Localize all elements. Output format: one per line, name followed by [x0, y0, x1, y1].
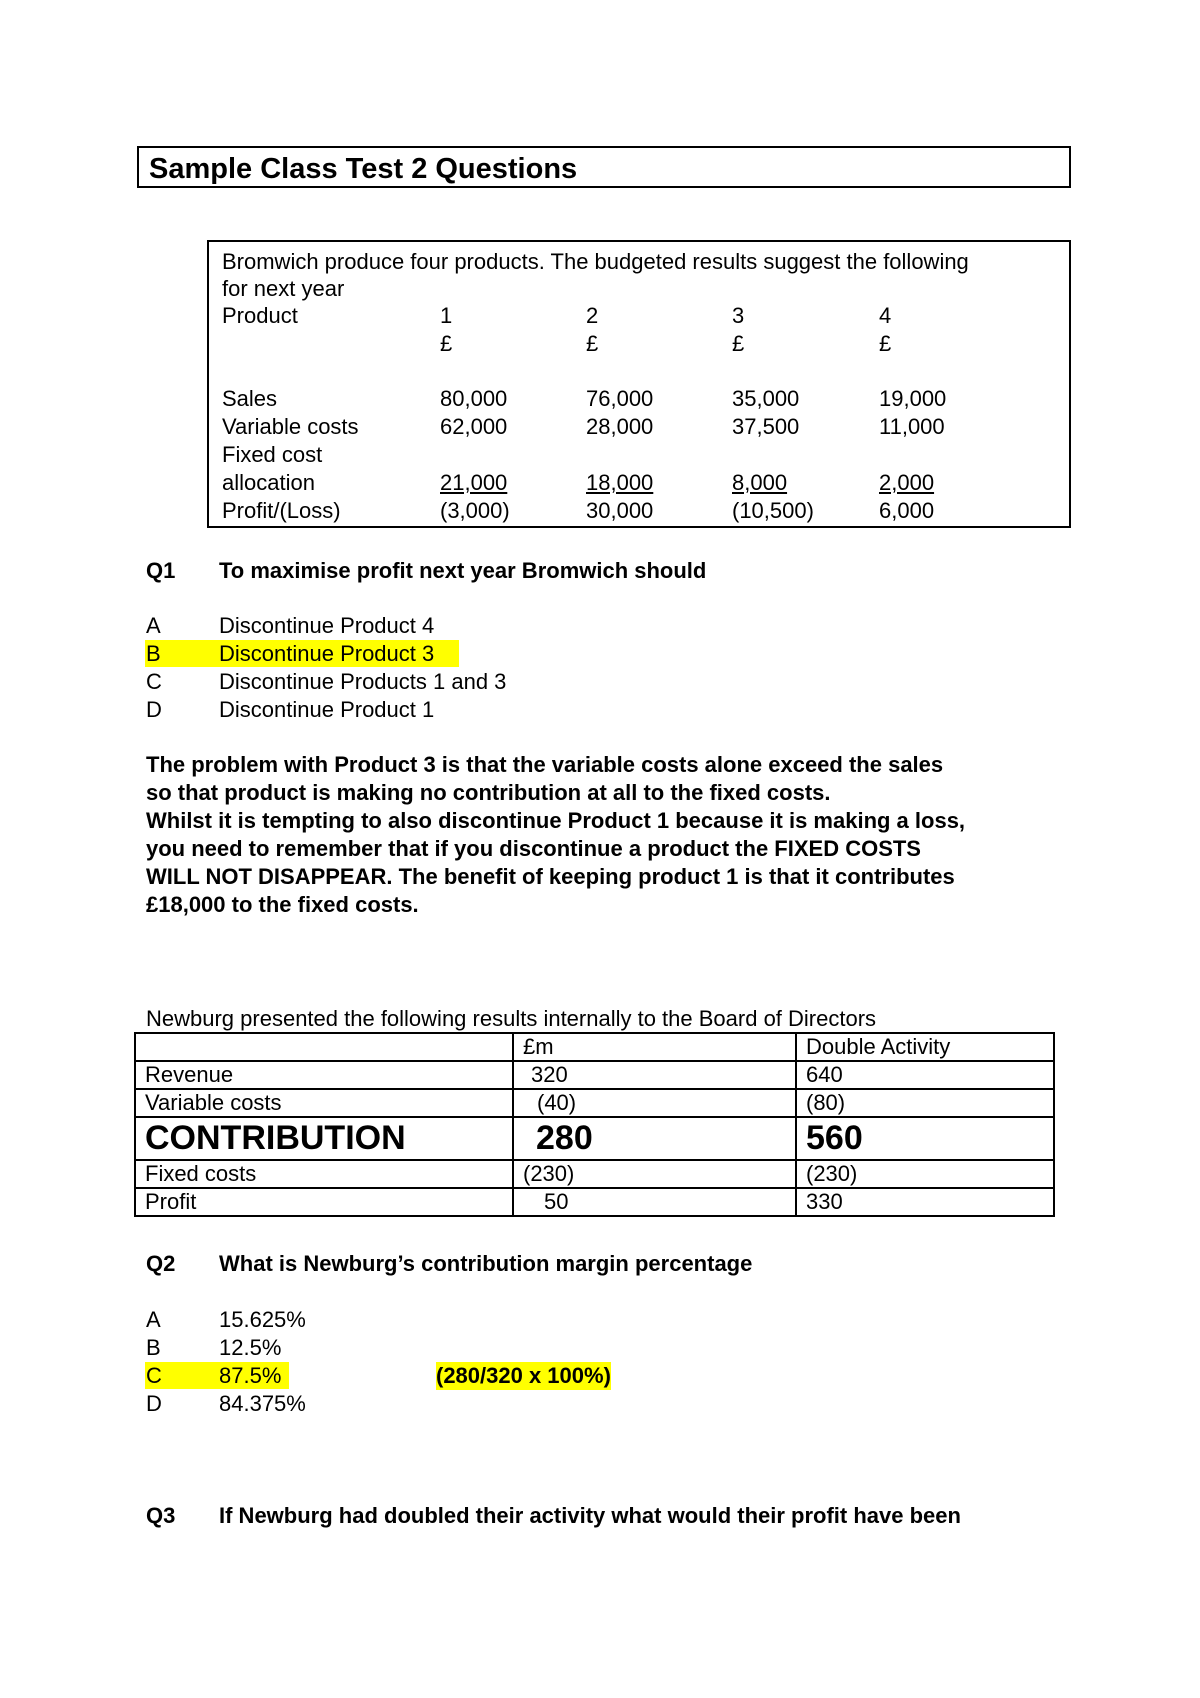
- option-text: Discontinue Products 1 and 3: [219, 669, 507, 694]
- bromwich-data-box: [207, 240, 1071, 528]
- product-number: 3: [732, 303, 745, 328]
- table-cell: £m: [513, 1033, 796, 1061]
- option-text: Discontinue Product 4: [219, 613, 435, 638]
- table-cell: [135, 1033, 513, 1061]
- product-number: 1: [440, 303, 453, 328]
- question-number: Q1: [146, 558, 176, 583]
- option-text: 84.375%: [219, 1391, 306, 1416]
- profit-loss-value: 30,000: [586, 498, 654, 523]
- option-letter: B: [146, 1335, 161, 1360]
- answer-working: (280/320 x 100%): [436, 1363, 611, 1388]
- fixed-cost-value: 2,000: [879, 470, 935, 495]
- product-number: 4: [879, 303, 892, 328]
- table-cell: Fixed costs: [135, 1160, 513, 1188]
- option-text: Discontinue Product 1: [219, 697, 435, 722]
- question-text: What is Newburg’s contribution margin percentage: [219, 1251, 753, 1276]
- profit-loss-label: Profit/(Loss): [222, 498, 341, 523]
- explanation-line: Whilst it is tempting to also discontinue Product 1 because it is making a loss,: [146, 808, 966, 833]
- newburg-results-table: [134, 1032, 1055, 1217]
- table-cell: 330: [796, 1188, 1054, 1216]
- table-cell: (40): [513, 1089, 796, 1117]
- table-header-row: [135, 1033, 1054, 1061]
- variable-cost-value: 11,000: [879, 414, 945, 439]
- table-cell: Variable costs: [135, 1089, 513, 1117]
- bromwich-intro-line1: Bromwich produce four products. The budgeted results suggest the following: [222, 249, 969, 274]
- table-cell: Revenue: [135, 1061, 513, 1089]
- sales-label: Sales: [222, 386, 278, 411]
- variable-costs-label: Variable costs: [222, 414, 359, 439]
- table-row-contribution: [135, 1117, 1054, 1160]
- option-text: 12.5%: [219, 1335, 282, 1360]
- fixed-cost-value: 21,000: [440, 470, 508, 495]
- explanation-line: you need to remember that if you discontinue a product the FIXED COSTS: [146, 836, 921, 861]
- table-row: [135, 1061, 1054, 1089]
- bromwich-intro-line2: for next year: [222, 276, 345, 301]
- option-text: 87.5%: [219, 1363, 282, 1388]
- table-cell: 50: [513, 1188, 796, 1216]
- option-letter: D: [146, 1391, 162, 1416]
- newburg-intro: Newburg presented the following results internally to the Board of Directors: [146, 1006, 877, 1031]
- explanation-line: £18,000 to the fixed costs.: [146, 892, 419, 917]
- currency-symbol: £: [732, 331, 745, 356]
- title-box: [137, 146, 1071, 188]
- page-title: Sample Class Test 2 Questions: [149, 153, 578, 185]
- option-letter: B: [146, 641, 161, 666]
- fixed-cost-value: 8,000: [732, 470, 788, 495]
- variable-cost-value: 28,000: [586, 414, 654, 439]
- sales-value: 80,000: [440, 386, 508, 411]
- allocation-label: allocation: [222, 470, 315, 495]
- sales-value: 35,000: [732, 386, 800, 411]
- profit-loss-value: (3,000): [440, 498, 510, 523]
- currency-symbol: £: [440, 331, 453, 356]
- table-row: [135, 1089, 1054, 1117]
- question-text: If Newburg had doubled their activity what would their profit have been: [219, 1503, 961, 1528]
- question-number: Q3: [146, 1503, 176, 1528]
- table-cell: 640: [796, 1061, 1054, 1089]
- option-letter: C: [146, 669, 162, 694]
- table-cell: CONTRIBUTION: [135, 1117, 513, 1160]
- explanation-line: so that product is making no contribution at all to the fixed costs.: [146, 780, 831, 805]
- table-cell: (80): [796, 1089, 1054, 1117]
- table-cell: 320: [513, 1061, 796, 1089]
- option-letter: A: [146, 613, 161, 638]
- table-cell: Double Activity: [796, 1033, 1054, 1061]
- table-cell: 280: [513, 1117, 796, 1160]
- table-row: [135, 1160, 1054, 1188]
- table-cell: (230): [796, 1160, 1054, 1188]
- sales-value: 19,000: [879, 386, 947, 411]
- profit-loss-value: (10,500): [732, 498, 814, 523]
- fixed-cost-label: Fixed cost: [222, 442, 323, 467]
- product-label: Product: [222, 303, 298, 328]
- table-cell: Profit: [135, 1188, 513, 1216]
- fixed-cost-value: 18,000: [586, 470, 654, 495]
- profit-loss-value: 6,000: [879, 498, 935, 523]
- explanation-line: WILL NOT DISAPPEAR. The benefit of keeping product 1 is that it contributes: [146, 864, 955, 889]
- option-letter: A: [146, 1307, 161, 1332]
- table-cell: (230): [513, 1160, 796, 1188]
- question-text: To maximise profit next year Bromwich should: [219, 558, 707, 583]
- product-number: 2: [586, 303, 599, 328]
- explanation-line: The problem with Product 3 is that the variable costs alone exceed the sales: [146, 752, 944, 777]
- table-cell: 560: [796, 1117, 1054, 1160]
- option-text: 15.625%: [219, 1307, 306, 1332]
- table-row: [135, 1188, 1054, 1216]
- option-letter: D: [146, 697, 162, 722]
- currency-symbol: £: [586, 331, 599, 356]
- variable-cost-value: 37,500: [732, 414, 800, 439]
- variable-cost-value: 62,000: [440, 414, 508, 439]
- option-text: Discontinue Product 3: [219, 641, 435, 666]
- sales-value: 76,000: [586, 386, 654, 411]
- question-number: Q2: [146, 1251, 176, 1276]
- currency-symbol: £: [879, 331, 892, 356]
- option-letter: C: [146, 1363, 162, 1388]
